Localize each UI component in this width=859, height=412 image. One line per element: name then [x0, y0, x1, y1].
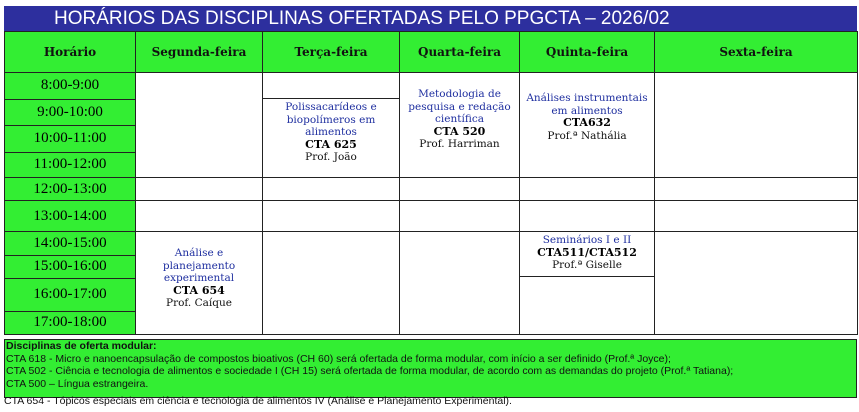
time-slot: 14:00-15:00 [5, 232, 135, 256]
time-slot: 9:00-10:00 [5, 100, 135, 127]
course-professor: Prof. João [305, 151, 357, 163]
course-code: CTA 520 [433, 124, 486, 138]
course-name: Análise e planejamento experimental [162, 247, 236, 284]
cell-fri-morning [655, 73, 858, 178]
page-title: HORÁRIOS DAS DISCIPLINAS OFERTADAS PELO PPGCTA – 2026/02 [4, 6, 857, 31]
footnote: CTA 654 - Tópicos especiais em ciência e tecnologia de alimentos IV (Análise e Planejamento Experimental). [4, 395, 512, 407]
col-header-thursday: Quinta-feira [520, 32, 655, 73]
course-professor: Prof. Harriman [419, 138, 500, 150]
empty-cell [263, 178, 400, 201]
empty-cell [136, 178, 263, 201]
modular-line: CTA 502 - Ciência e tecnologia de alimentos e sociedade I (CH 15) será ofertada de forma modular, de acordo com as demandas do projeto (Prof.ª Tatiana); [6, 365, 734, 377]
modular-courses-box [4, 339, 857, 398]
col-header-horario: Horário [5, 32, 136, 73]
course-block-thu-morning [520, 73, 654, 142]
empty-cell [520, 178, 655, 201]
course-block-mon [136, 232, 262, 310]
course-professor: Prof. Caíque [166, 297, 232, 309]
course-block-tue [263, 101, 399, 164]
time-cell-afternoon [5, 232, 136, 335]
course-name: Seminários I e II [542, 234, 632, 246]
col-header-wednesday: Quarta-feira [400, 32, 520, 73]
empty-cell [400, 232, 520, 335]
col-header-friday: Sexta-feira [655, 32, 858, 73]
time-cell-morning [5, 73, 136, 178]
course-code: CTA632 [563, 116, 611, 129]
time-slot: 17:00-18:00 [33, 314, 107, 331]
schedule-table [4, 31, 858, 335]
time-slot: 11:00-12:00 [33, 156, 107, 173]
time-slot: 10:00-11:00 [5, 126, 135, 153]
modular-line: CTA 618 - Micro e nanoencapsulação de compostos bioativos (CH 60) será ofertada de forma modular, com início a ser definido (Prof.ª Joyce); [6, 352, 671, 365]
course-name: Metodologia de pesquisa e redação científica [408, 88, 511, 125]
header-row [5, 32, 858, 73]
cell-thu-morning [520, 73, 655, 178]
course-name: Polissacarídeos e biopolímeros em alimentos [285, 101, 377, 138]
cell-tue-morning [263, 73, 400, 178]
course-professor: Prof.ª Nathália [547, 129, 627, 142]
col-header-monday: Segunda-feira [136, 32, 263, 73]
course-code: CTA 625 [305, 137, 357, 151]
course-name: Análises instrumentais em alimentos [526, 92, 648, 117]
cell-mon-morning [136, 73, 263, 178]
empty-cell [263, 232, 400, 335]
course-block-wed [400, 73, 519, 151]
empty-cell [655, 232, 858, 335]
course-block-thu-afternoon [520, 232, 654, 272]
course-professor: Prof.ª Giselle [552, 259, 622, 271]
row-afternoon [5, 232, 858, 335]
cell-mon-afternoon [136, 232, 263, 335]
cell-thu-afternoon [520, 232, 655, 335]
empty-cell [400, 201, 520, 232]
time-slot: 12:00-13:00 [5, 178, 136, 201]
modular-line: CTA 500 – Língua estrangeira. [6, 377, 149, 390]
col-header-tuesday: Terça-feira [263, 32, 400, 73]
cell-wed-morning [400, 73, 520, 178]
row-morning [5, 73, 858, 178]
time-slot: 15:00-16:00 [5, 256, 135, 280]
time-slot: 8:00-9:00 [5, 73, 135, 100]
time-slot: 16:00-17:00 [5, 279, 135, 312]
time-slot: 13:00-14:00 [5, 201, 136, 232]
row-lunch [5, 178, 858, 201]
course-code: CTA 654 [173, 283, 225, 297]
empty-cell [655, 178, 858, 201]
empty-cell [263, 201, 400, 232]
empty-cell [655, 201, 858, 232]
empty-cell [520, 201, 655, 232]
row-early-afternoon [5, 201, 858, 232]
empty-cell [136, 201, 263, 232]
modular-heading: Disciplinas de oferta modular: [6, 340, 157, 352]
course-code: CTA511/CTA512 [537, 245, 637, 259]
empty-cell [400, 178, 520, 201]
